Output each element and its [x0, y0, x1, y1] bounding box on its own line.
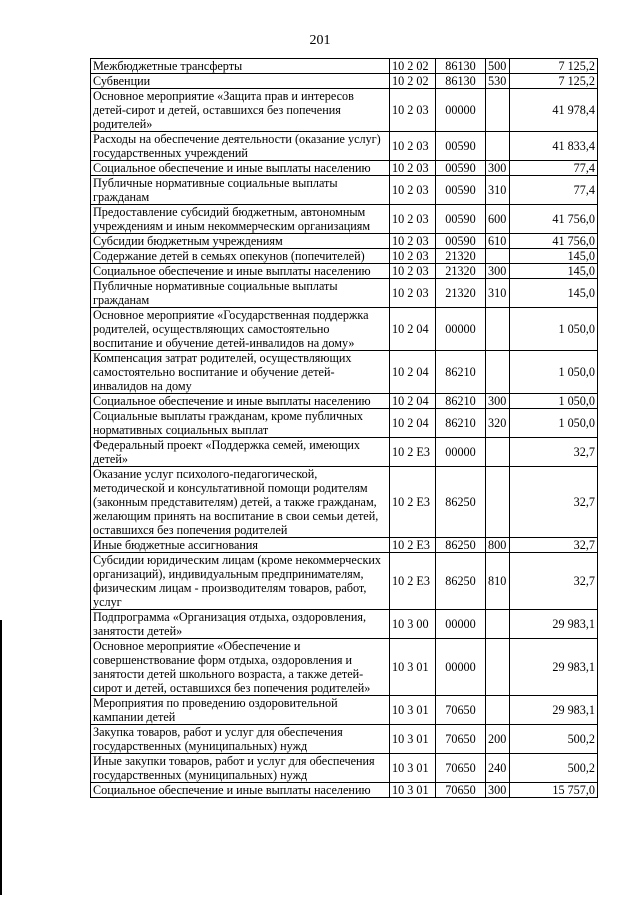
row-target-code: 00000 [436, 308, 486, 351]
row-name: Субвенции [91, 74, 390, 89]
row-amount: 32,7 [510, 553, 598, 610]
row-name: Субсидии юридическим лицам (кроме некоммерческих организаций), индивидуальным предпринимателям, физическим лицам - производителям товаров, работ, услуг [91, 553, 390, 610]
row-name: Социальные выплаты гражданам, кроме публичных нормативных социальных выплат [91, 409, 390, 438]
row-expense-type: 530 [486, 74, 510, 89]
table-row [91, 176, 598, 205]
row-target-code: 70650 [436, 725, 486, 754]
table-row [91, 610, 598, 639]
row-section-code: 10 2 04 [390, 394, 436, 409]
budget-table-body [91, 59, 598, 798]
row-name: Иные закупки товаров, работ и услуг для обеспечения государственных (муниципальных) нужд [91, 754, 390, 783]
row-target-code: 86250 [436, 467, 486, 538]
row-expense-type: 240 [486, 754, 510, 783]
table-row [91, 264, 598, 279]
row-name: Социальное обеспечение и иные выплаты населению [91, 394, 390, 409]
row-amount: 41 756,0 [510, 205, 598, 234]
row-amount: 1 050,0 [510, 351, 598, 394]
row-target-code: 86210 [436, 409, 486, 438]
scan-edge-line [0, 620, 2, 895]
row-expense-type [486, 438, 510, 467]
row-section-code: 10 2 03 [390, 161, 436, 176]
row-name: Компенсация затрат родителей, осуществляющих самостоятельно воспитание и обучение детей-инвалидов на дому [91, 351, 390, 394]
row-name: Содержание детей в семьях опекунов (попечителей) [91, 249, 390, 264]
row-amount: 7 125,2 [510, 74, 598, 89]
table-row [91, 409, 598, 438]
row-name: Основное мероприятие «Обеспечение и совершенствование форм отдыха, оздоровления и занятости детей школьного возраста, а также детей-сирот и детей, оставшихся без попечения родителей» [91, 639, 390, 696]
row-expense-type [486, 696, 510, 725]
table-row [91, 754, 598, 783]
table-row [91, 438, 598, 467]
table-row [91, 132, 598, 161]
row-amount: 145,0 [510, 264, 598, 279]
row-target-code: 86210 [436, 394, 486, 409]
row-amount: 32,7 [510, 538, 598, 553]
row-target-code: 21320 [436, 264, 486, 279]
row-expense-type: 810 [486, 553, 510, 610]
row-expense-type [486, 639, 510, 696]
row-section-code: 10 2 03 [390, 132, 436, 161]
row-target-code: 86250 [436, 538, 486, 553]
row-expense-type: 320 [486, 409, 510, 438]
row-amount: 41 978,4 [510, 89, 598, 132]
row-section-code: 10 3 01 [390, 754, 436, 783]
row-section-code: 10 2 03 [390, 264, 436, 279]
row-name: Предоставление субсидий бюджетным, автономным учреждениям и иным некоммерческим организациям [91, 205, 390, 234]
row-expense-type: 300 [486, 783, 510, 798]
row-name: Оказание услуг психолого-педагогической, методической и консультативной помощи родителям (законным представителям) детей, а также гражданам, желающим принять на воспитание в свои семьи детей, оставшихся без попечения родителей [91, 467, 390, 538]
row-section-code: 10 3 01 [390, 639, 436, 696]
row-target-code: 21320 [436, 249, 486, 264]
row-name: Социальное обеспечение и иные выплаты населению [91, 783, 390, 798]
row-name: Социальное обеспечение и иные выплаты населению [91, 161, 390, 176]
row-target-code: 00590 [436, 161, 486, 176]
row-expense-type [486, 610, 510, 639]
row-amount: 1 050,0 [510, 308, 598, 351]
table-row [91, 234, 598, 249]
row-target-code: 00000 [436, 639, 486, 696]
table-row [91, 308, 598, 351]
row-target-code: 70650 [436, 696, 486, 725]
row-expense-type: 600 [486, 205, 510, 234]
row-amount: 7 125,2 [510, 59, 598, 74]
row-section-code: 10 2 E3 [390, 538, 436, 553]
row-amount: 145,0 [510, 279, 598, 308]
table-row [91, 351, 598, 394]
row-amount: 32,7 [510, 467, 598, 538]
row-section-code: 10 2 03 [390, 234, 436, 249]
row-section-code: 10 2 E3 [390, 553, 436, 610]
row-name: Иные бюджетные ассигнования [91, 538, 390, 553]
row-expense-type [486, 308, 510, 351]
row-expense-type [486, 89, 510, 132]
row-target-code: 86250 [436, 553, 486, 610]
row-section-code: 10 3 01 [390, 725, 436, 754]
row-section-code: 10 2 E3 [390, 438, 436, 467]
row-target-code: 86130 [436, 74, 486, 89]
row-expense-type [486, 132, 510, 161]
row-section-code: 10 2 04 [390, 409, 436, 438]
row-name: Подпрограмма «Организация отдыха, оздоровления, занятости детей» [91, 610, 390, 639]
row-expense-type: 300 [486, 161, 510, 176]
row-amount: 29 983,1 [510, 610, 598, 639]
row-expense-type [486, 467, 510, 538]
row-amount: 500,2 [510, 725, 598, 754]
table-row [91, 553, 598, 610]
table-row [91, 467, 598, 538]
row-target-code: 00000 [436, 438, 486, 467]
row-amount: 15 757,0 [510, 783, 598, 798]
row-target-code: 86130 [436, 59, 486, 74]
row-expense-type: 300 [486, 394, 510, 409]
table-row [91, 639, 598, 696]
row-expense-type [486, 249, 510, 264]
row-target-code: 21320 [436, 279, 486, 308]
row-name: Субсидии бюджетным учреждениям [91, 234, 390, 249]
row-expense-type: 610 [486, 234, 510, 249]
row-expense-type: 800 [486, 538, 510, 553]
row-name: Публичные нормативные социальные выплаты гражданам [91, 279, 390, 308]
table-row [91, 725, 598, 754]
table-row [91, 161, 598, 176]
row-section-code: 10 2 02 [390, 59, 436, 74]
row-section-code: 10 3 01 [390, 696, 436, 725]
row-section-code: 10 3 01 [390, 783, 436, 798]
row-section-code: 10 3 00 [390, 610, 436, 639]
row-amount: 41 833,4 [510, 132, 598, 161]
row-section-code: 10 2 04 [390, 308, 436, 351]
row-target-code: 00590 [436, 234, 486, 249]
row-amount: 77,4 [510, 176, 598, 205]
row-amount: 145,0 [510, 249, 598, 264]
row-amount: 77,4 [510, 161, 598, 176]
row-amount: 32,7 [510, 438, 598, 467]
table-row [91, 538, 598, 553]
row-name: Публичные нормативные социальные выплаты гражданам [91, 176, 390, 205]
row-section-code: 10 2 02 [390, 74, 436, 89]
row-target-code: 00590 [436, 132, 486, 161]
table-row [91, 394, 598, 409]
row-section-code: 10 2 04 [390, 351, 436, 394]
row-amount: 29 983,1 [510, 696, 598, 725]
row-name: Мероприятия по проведению оздоровительной кампании детей [91, 696, 390, 725]
table-row [91, 59, 598, 74]
row-amount: 1 050,0 [510, 394, 598, 409]
row-amount: 29 983,1 [510, 639, 598, 696]
row-section-code: 10 2 03 [390, 249, 436, 264]
row-section-code: 10 2 E3 [390, 467, 436, 538]
table-row [91, 783, 598, 798]
row-target-code: 86210 [436, 351, 486, 394]
row-expense-type [486, 351, 510, 394]
row-name: Основное мероприятие «Защита прав и интересов детей-сирот и детей, оставшихся без попечения родителей» [91, 89, 390, 132]
table-row [91, 205, 598, 234]
table-row [91, 249, 598, 264]
table-row [91, 696, 598, 725]
row-amount: 500,2 [510, 754, 598, 783]
row-name: Расходы на обеспечение деятельности (оказание услуг) государственных учреждений [91, 132, 390, 161]
page-number: 201 [309, 33, 331, 48]
row-expense-type: 310 [486, 176, 510, 205]
row-name: Закупка товаров, работ и услуг для обеспечения государственных (муниципальных) нужд [91, 725, 390, 754]
row-expense-type: 300 [486, 264, 510, 279]
table-row [91, 89, 598, 132]
row-target-code: 70650 [436, 754, 486, 783]
row-section-code: 10 2 03 [390, 279, 436, 308]
row-section-code: 10 2 03 [390, 176, 436, 205]
row-expense-type: 500 [486, 59, 510, 74]
row-name: Федеральный проект «Поддержка семей, имеющих детей» [91, 438, 390, 467]
row-section-code: 10 2 03 [390, 89, 436, 132]
row-amount: 41 756,0 [510, 234, 598, 249]
row-target-code: 00000 [436, 610, 486, 639]
row-target-code: 70650 [436, 783, 486, 798]
row-target-code: 00590 [436, 205, 486, 234]
row-target-code: 00590 [436, 176, 486, 205]
row-expense-type: 310 [486, 279, 510, 308]
row-target-code: 00000 [436, 89, 486, 132]
table-row [91, 74, 598, 89]
budget-table [90, 58, 598, 798]
row-name: Основное мероприятие «Государственная поддержка родителей, осуществляющих самостоятельно воспитание и обучение детей-инвалидов на дому» [91, 308, 390, 351]
row-name: Межбюджетные трансферты [91, 59, 390, 74]
row-name: Социальное обеспечение и иные выплаты населению [91, 264, 390, 279]
row-section-code: 10 2 03 [390, 205, 436, 234]
row-expense-type: 200 [486, 725, 510, 754]
table-row [91, 279, 598, 308]
row-amount: 1 050,0 [510, 409, 598, 438]
